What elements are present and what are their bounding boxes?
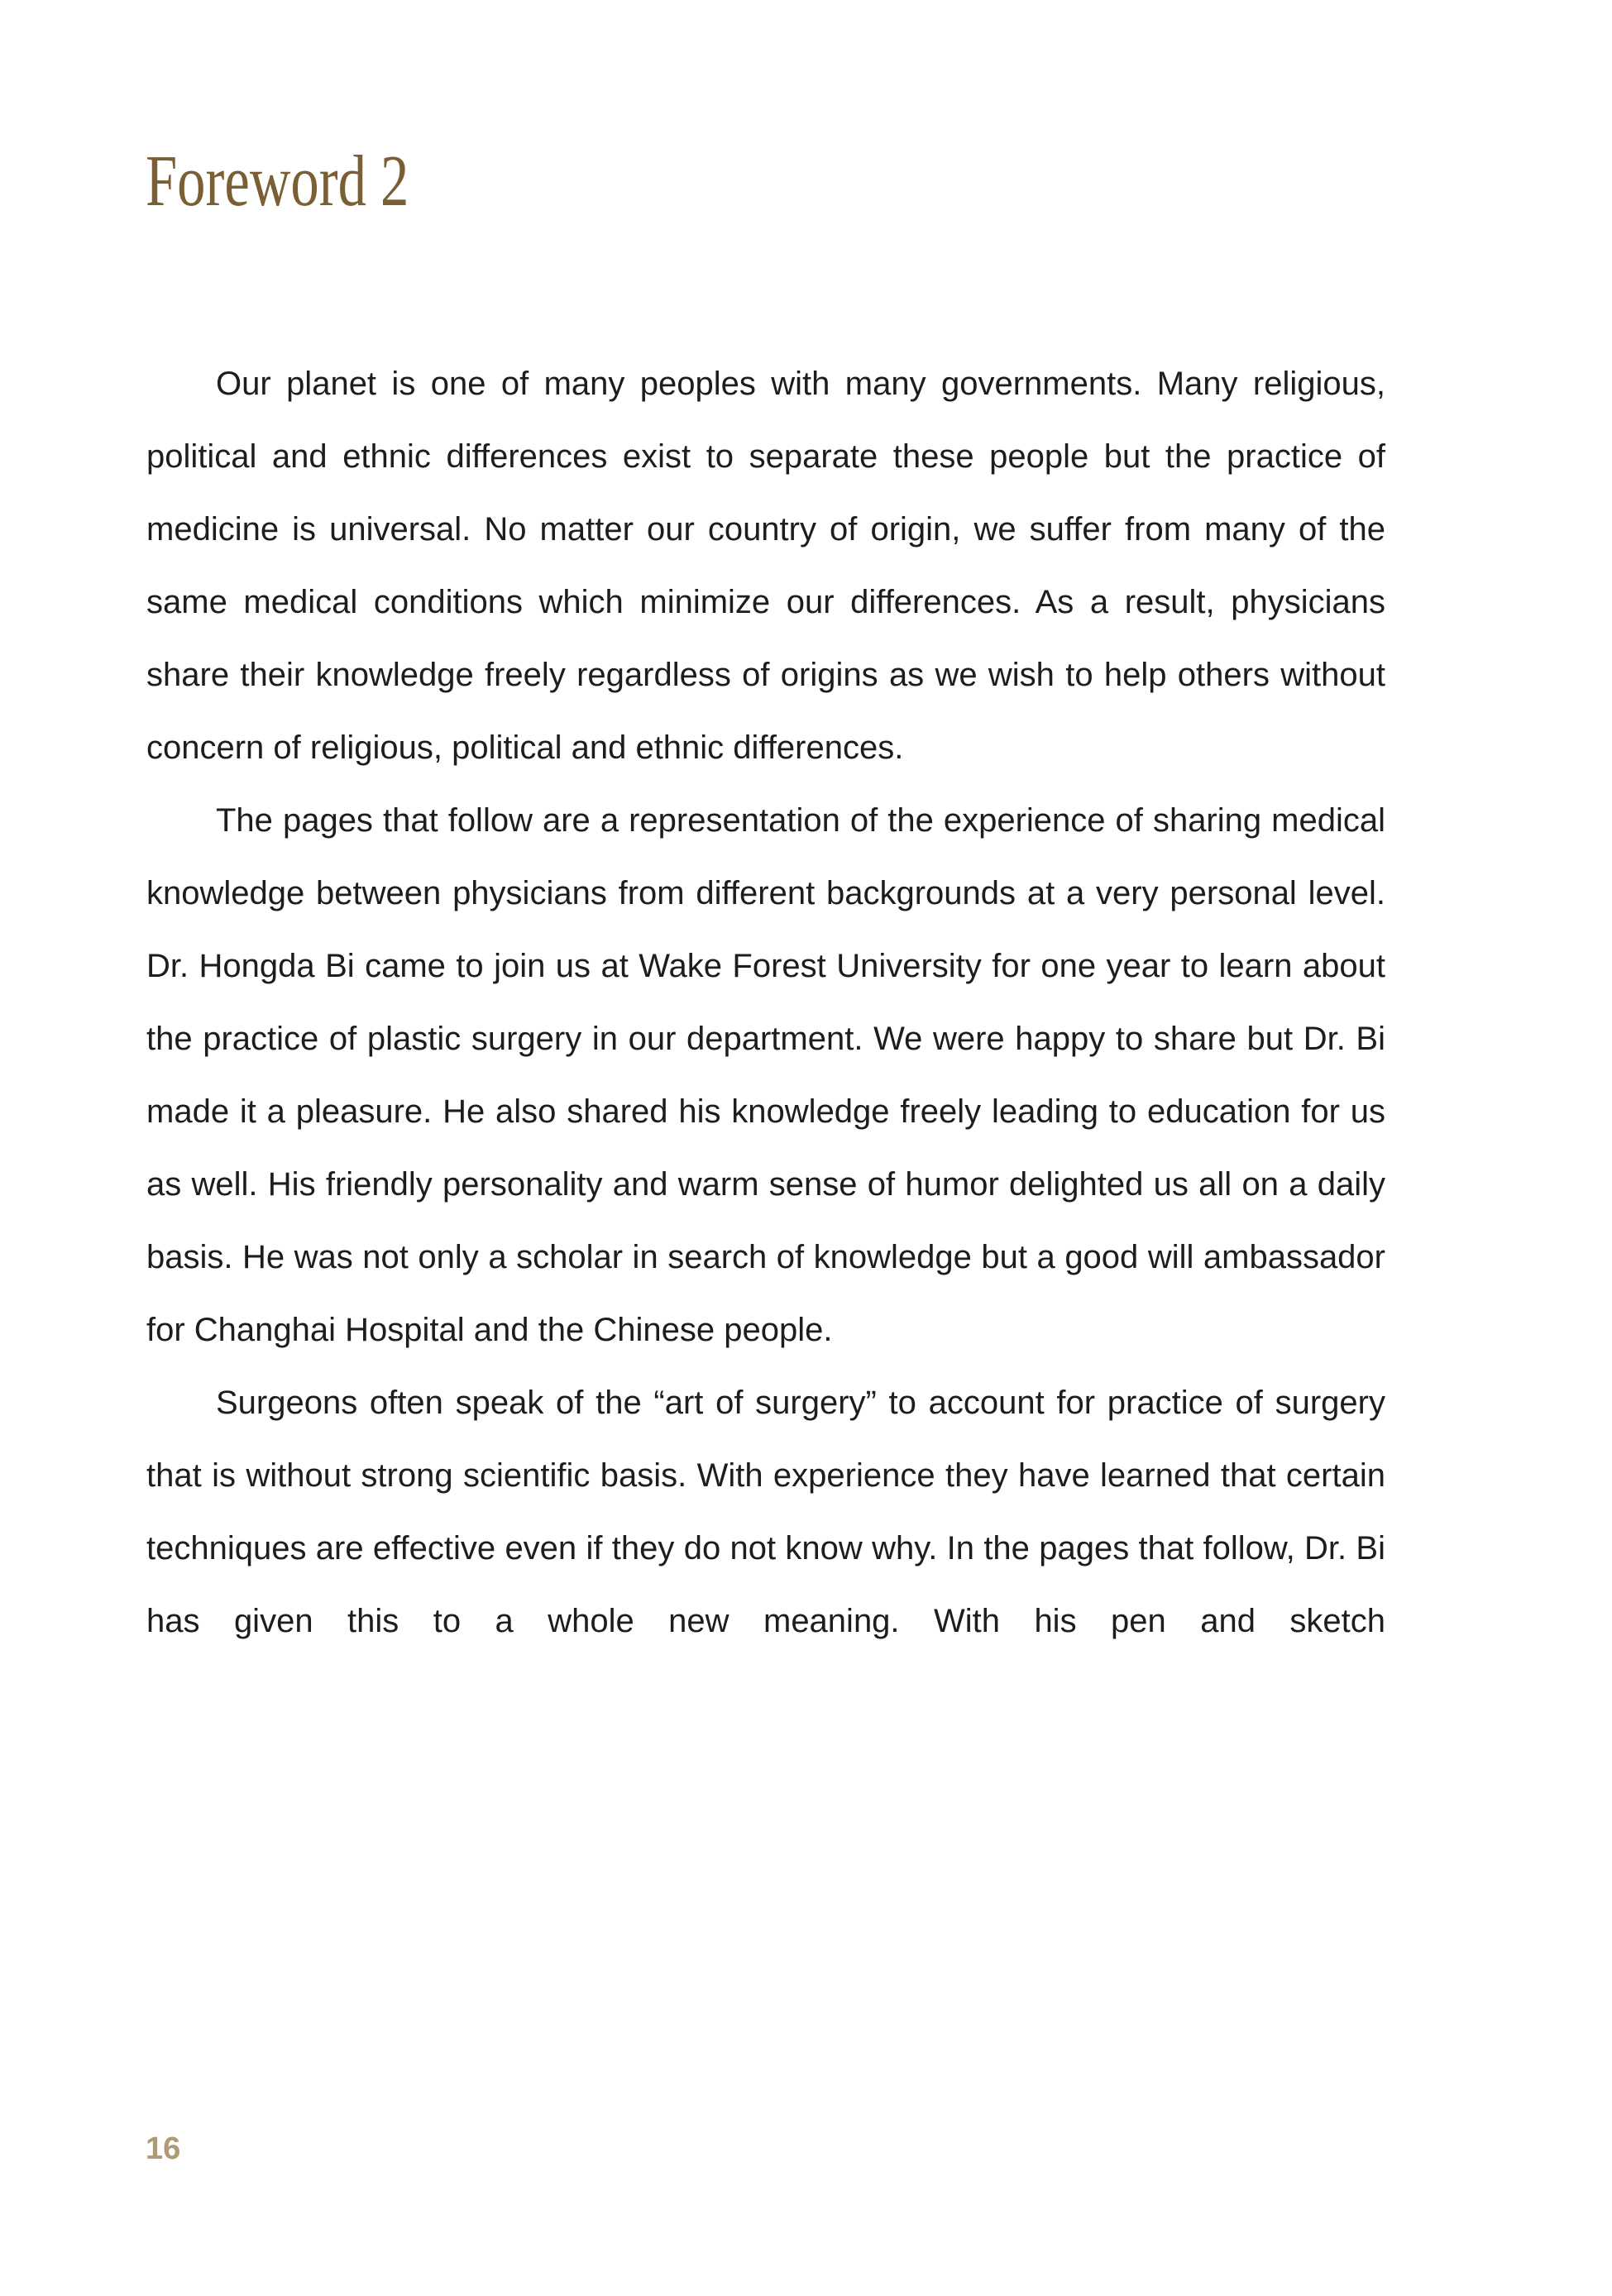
page-title: Foreword 2 <box>146 141 409 222</box>
paragraph-3: Surgeons often speak of the “art of surgery” to account for practice of surgery that is without strong scientific basis. With experience they have learned that certain techniques are effective even if they do not know why. In the pages that follow, Dr. Bi has given this to a whole new meaning. With his pen and sketch <box>146 1385 1385 1639</box>
foreword-body <box>146 347 1385 1657</box>
paragraph-1: Our planet is one of many peoples with many governments. Many religious, political and ethnic differences exist to separate these people but the practice of medicine is universal. No matter our country of origin, we suffer from many of the same medical conditions which minimize our differences. As a result, physicians share their knowledge freely regardless of origins as we wish to help others without concern of religious, political and ethnic differences. <box>146 366 1385 766</box>
page-number: 16 <box>146 2131 181 2166</box>
paragraph-2: The pages that follow are a representation of the experience of sharing medical knowledge between physicians from different backgrounds at a very personal level. Dr. Hongda Bi came to join us at Wake Forest University for one year to learn about the practice of plastic surgery in our department. We were happy to share but Dr. Bi made it a pleasure. He also shared his knowledge freely leading to education for us as well. His friendly personality and warm sense of humor delighted us all on a daily basis. He was not only a scholar in search of knowledge but a good will ambassador for Changhai Hospital and the Chinese people. <box>146 802 1385 1348</box>
